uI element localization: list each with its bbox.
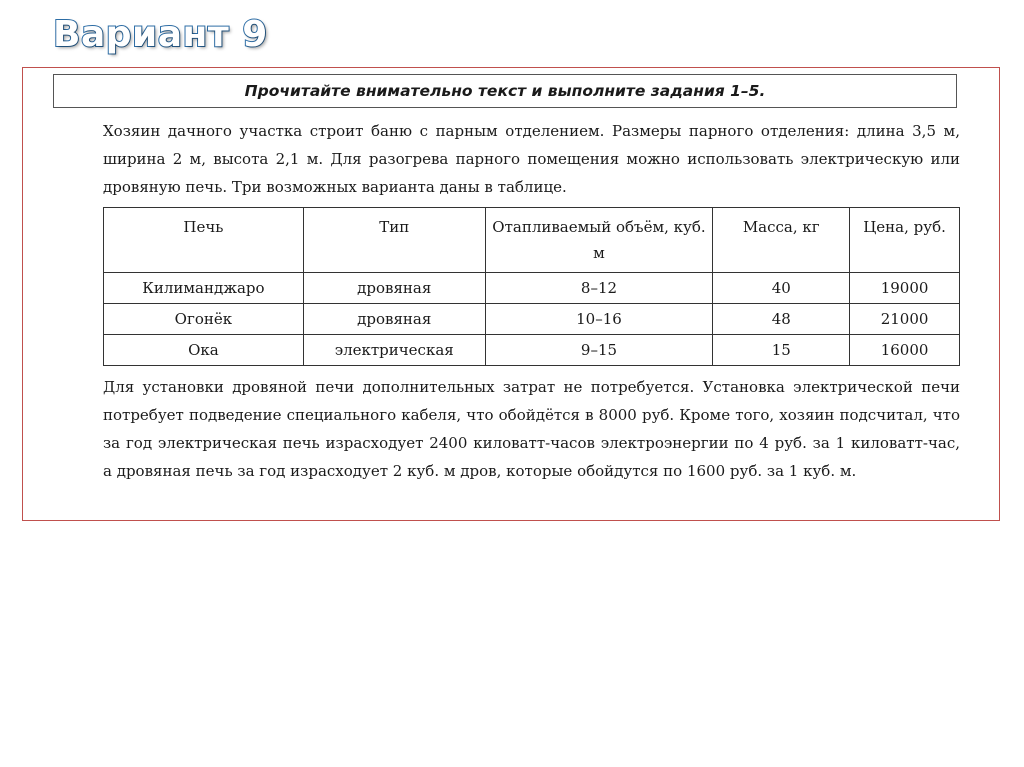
cell-stove: Ока	[104, 335, 304, 366]
conditions-paragraph: Для установки дровяной печи дополнительных затрат не потребуется. Установка электрической печи потребует подведение специального кабеля, что обойдётся в 8000 руб. Кроме того, хозяин подсчитал, что за год электрическая печь израсходует 2400 киловатт-часов электроэнергии по 4 руб. за 1 киловатт-час, а дровяная печь за год израсходует 2 куб. м дров, которые обойдутся по 1600 руб. за 1 куб. м.	[103, 378, 960, 480]
instruction-box: Прочитайте внимательно текст и выполните задания 1–5.	[53, 74, 957, 108]
cell-volume: 8–12	[485, 273, 713, 304]
header-volume: Отапливаемый объём, куб. м	[485, 208, 713, 273]
header-mass: Масса, кг	[713, 208, 850, 273]
cell-stove: Огонёк	[104, 304, 304, 335]
table-row	[104, 335, 960, 366]
cell-mass: 40	[713, 273, 850, 304]
cell-volume: 10–16	[485, 304, 713, 335]
table-row	[104, 304, 960, 335]
stove-table	[103, 207, 960, 366]
cell-type: дровяная	[303, 304, 485, 335]
cell-price: 21000	[850, 304, 960, 335]
header-price: Цена, руб.	[850, 208, 960, 273]
cell-price: 19000	[850, 273, 960, 304]
slide-title: Вариант 9	[53, 14, 268, 55]
cell-volume: 9–15	[485, 335, 713, 366]
cell-type: дровяная	[303, 273, 485, 304]
intro-paragraph: Хозяин дачного участка строит баню с парным отделением. Размеры парного отделения: длина 3,5 м, ширина 2 м, высота 2,1 м. Для разогрева парного помещения можно использовать электрическую или дровяную печь. Три возможных варианта даны в таблице.	[103, 122, 960, 196]
cell-price: 16000	[850, 335, 960, 366]
cell-type: электрическая	[303, 335, 485, 366]
cell-mass: 48	[713, 304, 850, 335]
table-header-row	[104, 208, 960, 273]
header-stove: Печь	[104, 208, 304, 273]
cell-stove: Килиманджаро	[104, 273, 304, 304]
table-row	[104, 273, 960, 304]
header-type: Тип	[303, 208, 485, 273]
cell-mass: 15	[713, 335, 850, 366]
